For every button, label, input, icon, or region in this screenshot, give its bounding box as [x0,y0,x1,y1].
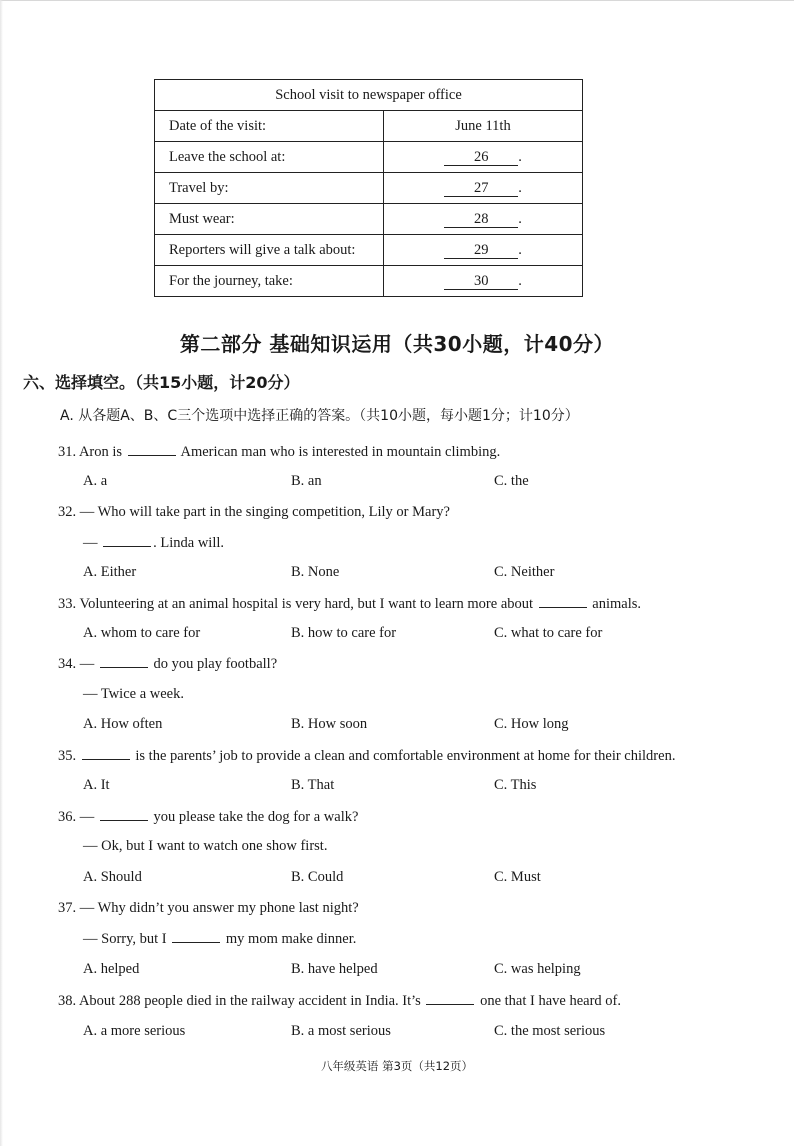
option-a[interactable]: A. How often [83,716,163,732]
options-36 [83,869,783,889]
option-a[interactable]: A. Either [83,564,137,580]
page-footer: 八年级英语 第3页（共12页） [320,1059,474,1073]
option-b[interactable]: B. That [291,777,335,793]
row-value-cell: 27 . [384,173,583,204]
instruction-text: A. 从各题A、B、C三个选项中选择正确的答案。（共10小题，每小题1分；计10分） [60,408,579,424]
options-33 [83,625,783,645]
section-heading: 六、选择填空。（共15小题，计20分） [23,373,300,392]
row-value: June 11th [384,111,583,142]
table-header-row [155,80,583,111]
answer-blank[interactable] [100,655,148,668]
answer-blank[interactable] [128,443,176,456]
dialog-reply-32: — . Linda will. [83,535,225,551]
options-35 [83,777,783,797]
table-row [155,111,583,142]
page-left-edge [0,0,3,1146]
table-title: School visit to newspaper office [155,80,583,111]
option-c[interactable]: C. what to care for [494,625,603,641]
option-b[interactable]: B. an [291,473,322,489]
options-38 [83,1023,783,1043]
options-31 [83,473,783,493]
question-stem-37: 37. — Why didn’t you answer my phone last night? [58,900,359,916]
question-stem-33: 33. Volunteering at an animal hospital is very hard, but I want to learn more about animals. [58,596,642,612]
options-32 [83,564,783,584]
option-a[interactable]: A. helped [83,961,140,977]
row-value-cell: 29 . [384,235,583,266]
option-a[interactable]: A. a [83,473,108,489]
answer-blank[interactable] [100,808,148,821]
row-value-cell: 30 . [384,266,583,297]
option-a[interactable]: A. a more serious [83,1023,186,1039]
page-top-edge [0,0,794,1]
question-stem-34: 34. — do you play football? [58,656,278,672]
option-b[interactable]: B. a most serious [291,1023,391,1039]
question-stem-32: 32. — Who will take part in the singing competition, Lily or Mary? [58,504,450,520]
answer-blank[interactable] [103,534,151,547]
dialog-reply-36: — Ok, but I want to watch one show first. [83,838,328,854]
row-label: Reporters will give a talk about: [155,235,384,266]
options-34 [83,716,783,736]
option-b[interactable]: B. None [291,564,340,580]
table-row [155,266,583,297]
option-c[interactable]: C. was helping [494,961,581,977]
visit-info-table [154,79,583,297]
option-b[interactable]: B. Could [291,869,344,885]
answer-blank[interactable]: 29 [444,242,518,259]
row-value-cell: 26 . [384,142,583,173]
table-row [155,204,583,235]
answer-blank[interactable] [172,930,220,943]
table-row [155,235,583,266]
option-c[interactable]: C. This [494,777,537,793]
row-label: Travel by: [155,173,384,204]
answer-blank[interactable] [82,747,130,760]
row-label: Date of the visit: [155,111,384,142]
options-37 [83,961,783,981]
row-value-cell: 28 . [384,204,583,235]
question-stem-38: 38. About 288 people died in the railway accident in India. It’s one that I have heard of. [58,993,621,1009]
answer-blank[interactable]: 27 [444,180,518,197]
option-c[interactable]: C. Must [494,869,541,885]
option-a[interactable]: A. It [83,777,110,793]
answer-blank[interactable] [426,992,474,1005]
table-row [155,173,583,204]
option-a[interactable]: A. Should [83,869,142,885]
option-b[interactable]: B. How soon [291,716,368,732]
dialog-reply-37: — Sorry, but I my mom make dinner. [83,931,357,947]
dialog-reply-34: — Twice a week. [83,686,184,702]
question-stem-35: 35. is the parents’ job to provide a clean and comfortable environment at home for their children. [58,748,676,764]
option-c[interactable]: C. Neither [494,564,555,580]
question-stem-36: 36. — you please take the dog for a walk? [58,809,359,825]
option-c[interactable]: C. the most serious [494,1023,606,1039]
option-b[interactable]: B. have helped [291,961,378,977]
option-c[interactable]: C. the [494,473,529,489]
table-row [155,142,583,173]
part-heading: 第二部分 基础知识运用（共30小题，计40分） [179,332,615,356]
row-label: Must wear: [155,204,384,235]
option-a[interactable]: A. whom to care for [83,625,201,641]
answer-blank[interactable]: 28 [444,211,518,228]
option-c[interactable]: C. How long [494,716,569,732]
option-b[interactable]: B. how to care for [291,625,397,641]
answer-blank[interactable]: 30 [444,273,518,290]
answer-blank[interactable] [539,595,587,608]
row-label: For the journey, take: [155,266,384,297]
question-stem-31: 31. Aron is American man who is interested in mountain climbing. [58,444,501,460]
answer-blank[interactable]: 26 [444,149,518,166]
row-label: Leave the school at: [155,142,384,173]
